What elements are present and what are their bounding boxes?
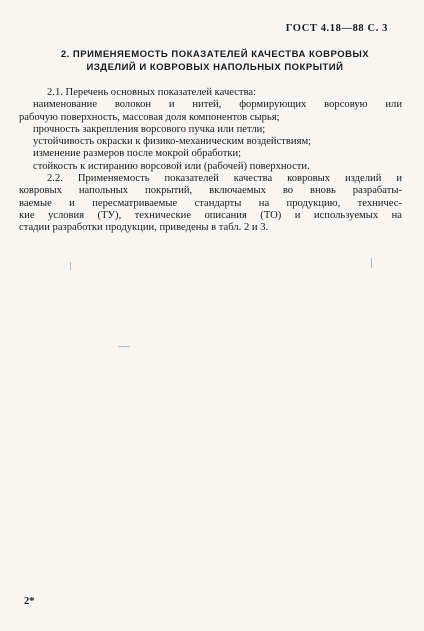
paragraph-2-1-intro: 2.1. Перечень основных показателей качества: (47, 87, 257, 98)
scan-mark-left (70, 262, 71, 270)
paragraph-2-2-line-4: кие условия (ТУ), технические описания (ТО) и используемых на (19, 209, 402, 221)
paragraph-2-2 (19, 173, 402, 234)
list-item-fibers-line-1: наименование волокон и нитей, формирующих ворсовую или (33, 99, 402, 111)
body-text (19, 87, 402, 235)
list-item-color-fastness: устойчивость окраски к физико-механическим воздействиям; (33, 136, 312, 148)
section-heading (20, 48, 410, 74)
paragraph-2-2-line-5: стадии разработки продукции, приведены в табл. 2 и 3. (19, 222, 269, 234)
section-heading-line-1: 2. ПРИМЕНЯЕМОСТЬ ПОКАЗАТЕЛЕЙ КАЧЕСТВА КОВРОВЫХ (60, 49, 370, 60)
page-number: 2* (24, 596, 35, 607)
list-item-dimension-change: изменение размеров после мокрой обработки; (33, 148, 242, 160)
paragraph-2-1 (19, 87, 402, 173)
list-item-fibers-line-2: рабочую поверхность, массовая доля компонентов сырья; (19, 111, 280, 123)
section-heading-line-2: ИЗДЕЛИЙ И КОВРОВЫХ НАПОЛЬНЫХ ПОКРЫТИЙ (86, 62, 344, 73)
paragraph-2-2-line-3: ваемые и пересматриваемые стандарты на продукцию, техничес- (19, 197, 402, 209)
paragraph-2-2-line-1: 2.2. Применяемость показателей качества ковровых изделий и (47, 173, 402, 185)
page-header: ГОСТ 4.18—88 С. 3 (285, 23, 388, 34)
scan-mark-dots (118, 346, 130, 347)
list-item-abrasion-resistance: стойкость к истиранию ворсовой или (рабочей) поверхности. (33, 160, 310, 172)
list-item-tuft-strength: прочность закрепления ворсового пучка или петли; (33, 123, 266, 135)
scan-mark-right (371, 258, 372, 268)
paragraph-2-2-line-2: ковровых напольных покрытий, включаемых во вновь разрабаты- (19, 185, 402, 197)
